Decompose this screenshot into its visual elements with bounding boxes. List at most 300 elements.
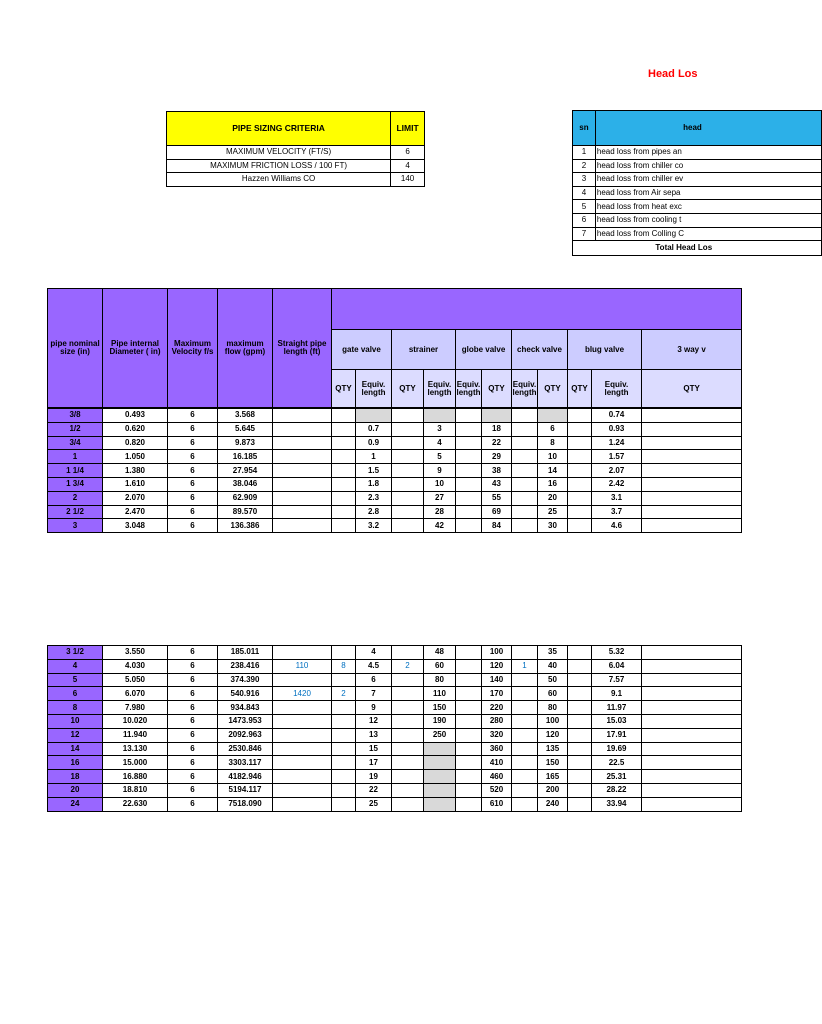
cell-blug-equiv[interactable]: 0.74 xyxy=(592,408,642,422)
cell-strainer-equiv[interactable] xyxy=(424,770,456,784)
cell-length[interactable] xyxy=(273,770,332,784)
cell-gate-equiv[interactable]: 1.8 xyxy=(356,477,392,491)
cell-check-equiv[interactable]: 120 xyxy=(538,728,568,742)
cell-blug-qty[interactable] xyxy=(568,646,592,660)
cell-blug-qty[interactable] xyxy=(568,797,592,811)
cell-globe-qty[interactable] xyxy=(456,797,482,811)
cell-blug-equiv[interactable]: 15.03 xyxy=(592,714,642,728)
cell-globe-qty[interactable] xyxy=(456,742,482,756)
headloss-sn[interactable]: 1 xyxy=(573,146,596,160)
cell-length[interactable] xyxy=(273,646,332,660)
cell-strainer-equiv[interactable]: 4 xyxy=(424,436,456,450)
cell-size[interactable]: 8 xyxy=(48,701,103,715)
cell-strainer-equiv[interactable]: 150 xyxy=(424,701,456,715)
cell-blug-qty[interactable] xyxy=(568,701,592,715)
cell-check-qty[interactable] xyxy=(512,519,538,533)
cell-length[interactable]: 1420 xyxy=(273,687,332,701)
cell-size[interactable]: 12 xyxy=(48,728,103,742)
cell-globe-qty[interactable] xyxy=(456,491,482,505)
cell-check-equiv[interactable]: 150 xyxy=(538,756,568,770)
cell-size[interactable]: 3 1/2 xyxy=(48,646,103,660)
cell-flow[interactable]: 62.909 xyxy=(218,491,273,505)
criteria-label[interactable]: MAXIMUM FRICTION LOSS / 100 FT) xyxy=(167,159,391,173)
cell-length[interactable] xyxy=(273,491,332,505)
cell-gate-qty[interactable] xyxy=(332,491,356,505)
cell-check-qty[interactable] xyxy=(512,464,538,478)
cell-globe-qty[interactable] xyxy=(456,687,482,701)
cell-internal-diameter[interactable]: 22.630 xyxy=(103,797,168,811)
cell-length[interactable] xyxy=(273,464,332,478)
cell-velocity[interactable]: 6 xyxy=(168,714,218,728)
cell-velocity[interactable]: 6 xyxy=(168,450,218,464)
cell-gate-qty[interactable] xyxy=(332,673,356,687)
cell-globe-equiv[interactable]: 520 xyxy=(482,783,512,797)
cell-strainer-qty[interactable] xyxy=(392,742,424,756)
cell-blug-qty[interactable] xyxy=(568,408,592,422)
cell-blug-equiv[interactable]: 2.42 xyxy=(592,477,642,491)
cell-internal-diameter[interactable]: 1.610 xyxy=(103,477,168,491)
cell-gate-equiv[interactable]: 1 xyxy=(356,450,392,464)
headloss-desc[interactable]: head loss from chiller co xyxy=(595,159,821,173)
cell-velocity[interactable]: 6 xyxy=(168,646,218,660)
cell-blug-qty[interactable] xyxy=(568,673,592,687)
cell-three-way-qty[interactable] xyxy=(642,505,742,519)
cell-length[interactable] xyxy=(273,477,332,491)
cell-flow[interactable]: 2530.846 xyxy=(218,742,273,756)
cell-flow[interactable]: 185.011 xyxy=(218,646,273,660)
cell-strainer-equiv[interactable]: 110 xyxy=(424,687,456,701)
cell-three-way-qty[interactable] xyxy=(642,477,742,491)
cell-gate-equiv[interactable]: 0.7 xyxy=(356,422,392,436)
cell-globe-qty[interactable] xyxy=(456,646,482,660)
cell-gate-equiv[interactable]: 15 xyxy=(356,742,392,756)
cell-internal-diameter[interactable]: 15.000 xyxy=(103,756,168,770)
cell-three-way-qty[interactable] xyxy=(642,408,742,422)
cell-strainer-qty[interactable] xyxy=(392,491,424,505)
cell-blug-qty[interactable] xyxy=(568,491,592,505)
cell-check-equiv[interactable]: 240 xyxy=(538,797,568,811)
cell-internal-diameter[interactable]: 10.020 xyxy=(103,714,168,728)
cell-internal-diameter[interactable]: 18.810 xyxy=(103,783,168,797)
cell-three-way-qty[interactable] xyxy=(642,436,742,450)
cell-gate-equiv[interactable]: 7 xyxy=(356,687,392,701)
criteria-label[interactable]: Hazzen Williams CO xyxy=(167,173,391,187)
cell-globe-qty[interactable] xyxy=(456,701,482,715)
cell-length[interactable] xyxy=(273,783,332,797)
cell-globe-qty[interactable] xyxy=(456,770,482,784)
cell-flow[interactable]: 1473.953 xyxy=(218,714,273,728)
cell-strainer-equiv[interactable] xyxy=(424,756,456,770)
cell-internal-diameter[interactable]: 2.070 xyxy=(103,491,168,505)
cell-gate-equiv[interactable]: 2.3 xyxy=(356,491,392,505)
cell-strainer-qty[interactable] xyxy=(392,464,424,478)
cell-internal-diameter[interactable]: 6.070 xyxy=(103,687,168,701)
cell-flow[interactable]: 9.873 xyxy=(218,436,273,450)
cell-globe-qty[interactable] xyxy=(456,714,482,728)
cell-globe-equiv[interactable]: 29 xyxy=(482,450,512,464)
cell-blug-equiv[interactable]: 1.24 xyxy=(592,436,642,450)
cell-check-qty[interactable] xyxy=(512,770,538,784)
cell-size[interactable]: 3 xyxy=(48,519,103,533)
criteria-value[interactable]: 4 xyxy=(391,159,425,173)
cell-blug-equiv[interactable]: 4.6 xyxy=(592,519,642,533)
cell-length[interactable] xyxy=(273,408,332,422)
cell-check-qty[interactable] xyxy=(512,783,538,797)
cell-check-equiv[interactable]: 200 xyxy=(538,783,568,797)
cell-check-qty[interactable] xyxy=(512,477,538,491)
cell-velocity[interactable]: 6 xyxy=(168,491,218,505)
cell-blug-equiv[interactable]: 33.94 xyxy=(592,797,642,811)
cell-velocity[interactable]: 6 xyxy=(168,477,218,491)
cell-gate-equiv[interactable] xyxy=(356,408,392,422)
cell-velocity[interactable]: 6 xyxy=(168,728,218,742)
cell-check-equiv[interactable]: 100 xyxy=(538,714,568,728)
cell-length[interactable] xyxy=(273,728,332,742)
cell-length[interactable] xyxy=(273,505,332,519)
cell-blug-equiv[interactable]: 2.07 xyxy=(592,464,642,478)
cell-blug-qty[interactable] xyxy=(568,659,592,673)
cell-blug-qty[interactable] xyxy=(568,714,592,728)
cell-strainer-qty[interactable] xyxy=(392,422,424,436)
cell-blug-equiv[interactable]: 3.7 xyxy=(592,505,642,519)
cell-flow[interactable]: 238.416 xyxy=(218,659,273,673)
cell-check-equiv[interactable]: 16 xyxy=(538,477,568,491)
cell-check-equiv[interactable]: 14 xyxy=(538,464,568,478)
cell-globe-qty[interactable] xyxy=(456,464,482,478)
cell-strainer-qty[interactable] xyxy=(392,477,424,491)
headloss-sn[interactable]: 3 xyxy=(573,173,596,187)
cell-length[interactable] xyxy=(273,673,332,687)
cell-globe-qty[interactable] xyxy=(456,756,482,770)
cell-globe-equiv[interactable]: 55 xyxy=(482,491,512,505)
cell-blug-qty[interactable] xyxy=(568,756,592,770)
cell-check-qty[interactable] xyxy=(512,756,538,770)
cell-strainer-equiv[interactable]: 27 xyxy=(424,491,456,505)
cell-three-way-qty[interactable] xyxy=(642,673,742,687)
cell-internal-diameter[interactable]: 1.050 xyxy=(103,450,168,464)
cell-globe-equiv[interactable]: 43 xyxy=(482,477,512,491)
cell-size[interactable]: 16 xyxy=(48,756,103,770)
headloss-desc[interactable]: head loss from cooling t xyxy=(595,213,821,227)
cell-globe-equiv[interactable]: 84 xyxy=(482,519,512,533)
cell-check-qty[interactable]: 1 xyxy=(512,659,538,673)
cell-gate-equiv[interactable]: 4 xyxy=(356,646,392,660)
headloss-sn[interactable]: 6 xyxy=(573,213,596,227)
cell-gate-qty[interactable] xyxy=(332,714,356,728)
cell-gate-equiv[interactable]: 13 xyxy=(356,728,392,742)
cell-flow[interactable]: 4182.946 xyxy=(218,770,273,784)
cell-size[interactable]: 2 xyxy=(48,491,103,505)
cell-gate-qty[interactable] xyxy=(332,464,356,478)
cell-blug-qty[interactable] xyxy=(568,436,592,450)
cell-gate-equiv[interactable]: 19 xyxy=(356,770,392,784)
cell-gate-qty[interactable] xyxy=(332,728,356,742)
cell-strainer-qty[interactable] xyxy=(392,783,424,797)
cell-gate-equiv[interactable]: 3.2 xyxy=(356,519,392,533)
cell-check-equiv[interactable]: 165 xyxy=(538,770,568,784)
cell-globe-qty[interactable] xyxy=(456,728,482,742)
cell-check-qty[interactable] xyxy=(512,687,538,701)
cell-velocity[interactable]: 6 xyxy=(168,505,218,519)
cell-strainer-qty[interactable] xyxy=(392,436,424,450)
cell-check-equiv[interactable]: 80 xyxy=(538,701,568,715)
cell-globe-equiv[interactable]: 22 xyxy=(482,436,512,450)
cell-blug-qty[interactable] xyxy=(568,783,592,797)
cell-globe-qty[interactable] xyxy=(456,505,482,519)
cell-globe-equiv[interactable]: 410 xyxy=(482,756,512,770)
cell-length[interactable] xyxy=(273,519,332,533)
cell-gate-qty[interactable] xyxy=(332,519,356,533)
cell-strainer-equiv[interactable] xyxy=(424,742,456,756)
cell-internal-diameter[interactable]: 2.470 xyxy=(103,505,168,519)
cell-check-qty[interactable] xyxy=(512,646,538,660)
cell-velocity[interactable]: 6 xyxy=(168,519,218,533)
cell-check-equiv[interactable]: 6 xyxy=(538,422,568,436)
cell-strainer-qty[interactable] xyxy=(392,505,424,519)
cell-check-equiv[interactable]: 20 xyxy=(538,491,568,505)
cell-size[interactable]: 4 xyxy=(48,659,103,673)
cell-blug-equiv[interactable]: 11.97 xyxy=(592,701,642,715)
cell-globe-equiv[interactable]: 38 xyxy=(482,464,512,478)
criteria-value[interactable]: 140 xyxy=(391,173,425,187)
cell-check-equiv[interactable]: 35 xyxy=(538,646,568,660)
cell-strainer-qty[interactable] xyxy=(392,673,424,687)
cell-gate-equiv[interactable]: 4.5 xyxy=(356,659,392,673)
cell-strainer-equiv[interactable] xyxy=(424,783,456,797)
cell-three-way-qty[interactable] xyxy=(642,464,742,478)
cell-internal-diameter[interactable]: 4.030 xyxy=(103,659,168,673)
cell-three-way-qty[interactable] xyxy=(642,422,742,436)
cell-size[interactable]: 3/4 xyxy=(48,436,103,450)
cell-check-equiv[interactable]: 40 xyxy=(538,659,568,673)
cell-size[interactable]: 14 xyxy=(48,742,103,756)
cell-size[interactable]: 24 xyxy=(48,797,103,811)
headloss-sn[interactable]: 2 xyxy=(573,159,596,173)
cell-internal-diameter[interactable]: 0.620 xyxy=(103,422,168,436)
cell-globe-equiv[interactable]: 120 xyxy=(482,659,512,673)
cell-blug-equiv[interactable]: 17.91 xyxy=(592,728,642,742)
cell-velocity[interactable]: 6 xyxy=(168,408,218,422)
cell-check-equiv[interactable]: 50 xyxy=(538,673,568,687)
cell-globe-qty[interactable] xyxy=(456,436,482,450)
cell-strainer-qty[interactable] xyxy=(392,756,424,770)
cell-gate-qty[interactable] xyxy=(332,436,356,450)
cell-check-qty[interactable] xyxy=(512,408,538,422)
cell-gate-qty[interactable] xyxy=(332,742,356,756)
cell-globe-equiv[interactable]: 280 xyxy=(482,714,512,728)
cell-three-way-qty[interactable] xyxy=(642,770,742,784)
cell-check-equiv[interactable]: 10 xyxy=(538,450,568,464)
cell-velocity[interactable]: 6 xyxy=(168,464,218,478)
cell-strainer-equiv[interactable] xyxy=(424,408,456,422)
cell-blug-equiv[interactable]: 6.04 xyxy=(592,659,642,673)
cell-blug-qty[interactable] xyxy=(568,464,592,478)
cell-gate-qty[interactable] xyxy=(332,505,356,519)
cell-check-qty[interactable] xyxy=(512,422,538,436)
cell-blug-qty[interactable] xyxy=(568,422,592,436)
cell-blug-equiv[interactable]: 22.5 xyxy=(592,756,642,770)
cell-flow[interactable]: 374.390 xyxy=(218,673,273,687)
cell-gate-equiv[interactable]: 22 xyxy=(356,783,392,797)
cell-blug-qty[interactable] xyxy=(568,742,592,756)
cell-gate-qty[interactable] xyxy=(332,408,356,422)
cell-flow[interactable]: 89.570 xyxy=(218,505,273,519)
cell-three-way-qty[interactable] xyxy=(642,659,742,673)
cell-globe-equiv[interactable]: 170 xyxy=(482,687,512,701)
cell-velocity[interactable]: 6 xyxy=(168,783,218,797)
cell-check-qty[interactable] xyxy=(512,450,538,464)
cell-blug-qty[interactable] xyxy=(568,519,592,533)
cell-globe-equiv[interactable]: 320 xyxy=(482,728,512,742)
cell-size[interactable]: 2 1/2 xyxy=(48,505,103,519)
cell-strainer-qty[interactable] xyxy=(392,646,424,660)
cell-blug-qty[interactable] xyxy=(568,728,592,742)
cell-globe-equiv[interactable]: 610 xyxy=(482,797,512,811)
cell-flow[interactable]: 2092.963 xyxy=(218,728,273,742)
cell-length[interactable] xyxy=(273,422,332,436)
cell-blug-equiv[interactable]: 7.57 xyxy=(592,673,642,687)
cell-flow[interactable]: 38.046 xyxy=(218,477,273,491)
cell-three-way-qty[interactable] xyxy=(642,687,742,701)
cell-velocity[interactable]: 6 xyxy=(168,742,218,756)
cell-gate-qty[interactable] xyxy=(332,783,356,797)
cell-strainer-qty[interactable] xyxy=(392,714,424,728)
cell-gate-qty[interactable] xyxy=(332,422,356,436)
cell-flow[interactable]: 934.843 xyxy=(218,701,273,715)
cell-gate-qty[interactable]: 8 xyxy=(332,659,356,673)
cell-internal-diameter[interactable]: 16.880 xyxy=(103,770,168,784)
cell-length[interactable] xyxy=(273,756,332,770)
cell-length[interactable] xyxy=(273,436,332,450)
cell-length[interactable]: 110 xyxy=(273,659,332,673)
cell-gate-equiv[interactable]: 6 xyxy=(356,673,392,687)
cell-three-way-qty[interactable] xyxy=(642,519,742,533)
cell-blug-equiv[interactable]: 28.22 xyxy=(592,783,642,797)
cell-size[interactable]: 1 xyxy=(48,450,103,464)
cell-globe-equiv[interactable]: 460 xyxy=(482,770,512,784)
cell-blug-qty[interactable] xyxy=(568,505,592,519)
cell-strainer-qty[interactable] xyxy=(392,797,424,811)
cell-size[interactable]: 6 xyxy=(48,687,103,701)
cell-globe-qty[interactable] xyxy=(456,659,482,673)
cell-internal-diameter[interactable]: 11.940 xyxy=(103,728,168,742)
cell-three-way-qty[interactable] xyxy=(642,450,742,464)
cell-internal-diameter[interactable]: 13.130 xyxy=(103,742,168,756)
cell-globe-equiv[interactable]: 100 xyxy=(482,646,512,660)
cell-internal-diameter[interactable]: 0.493 xyxy=(103,408,168,422)
cell-blug-equiv[interactable]: 19.69 xyxy=(592,742,642,756)
cell-length[interactable] xyxy=(273,742,332,756)
cell-flow[interactable]: 540.916 xyxy=(218,687,273,701)
cell-velocity[interactable]: 6 xyxy=(168,770,218,784)
cell-globe-equiv[interactable] xyxy=(482,408,512,422)
cell-check-equiv[interactable]: 30 xyxy=(538,519,568,533)
cell-size[interactable]: 18 xyxy=(48,770,103,784)
cell-size[interactable]: 5 xyxy=(48,673,103,687)
cell-velocity[interactable]: 6 xyxy=(168,422,218,436)
cell-strainer-equiv[interactable]: 28 xyxy=(424,505,456,519)
cell-strainer-qty[interactable] xyxy=(392,408,424,422)
cell-three-way-qty[interactable] xyxy=(642,797,742,811)
cell-blug-equiv[interactable]: 1.57 xyxy=(592,450,642,464)
cell-check-qty[interactable] xyxy=(512,701,538,715)
cell-blug-equiv[interactable]: 9.1 xyxy=(592,687,642,701)
cell-internal-diameter[interactable]: 7.980 xyxy=(103,701,168,715)
cell-flow[interactable]: 27.954 xyxy=(218,464,273,478)
cell-velocity[interactable]: 6 xyxy=(168,701,218,715)
cell-length[interactable] xyxy=(273,701,332,715)
cell-globe-qty[interactable] xyxy=(456,477,482,491)
cell-check-qty[interactable] xyxy=(512,436,538,450)
cell-size[interactable]: 3/8 xyxy=(48,408,103,422)
cell-gate-equiv[interactable]: 9 xyxy=(356,701,392,715)
cell-three-way-qty[interactable] xyxy=(642,783,742,797)
cell-three-way-qty[interactable] xyxy=(642,756,742,770)
cell-velocity[interactable]: 6 xyxy=(168,687,218,701)
cell-gate-equiv[interactable]: 17 xyxy=(356,756,392,770)
cell-globe-equiv[interactable]: 220 xyxy=(482,701,512,715)
cell-strainer-qty[interactable] xyxy=(392,519,424,533)
cell-flow[interactable]: 3303.117 xyxy=(218,756,273,770)
cell-check-equiv[interactable] xyxy=(538,408,568,422)
cell-strainer-equiv[interactable]: 60 xyxy=(424,659,456,673)
cell-gate-equiv[interactable]: 1.5 xyxy=(356,464,392,478)
headloss-sn[interactable]: 5 xyxy=(573,200,596,214)
cell-blug-equiv[interactable]: 3.1 xyxy=(592,491,642,505)
headloss-sn[interactable]: 4 xyxy=(573,186,596,200)
cell-strainer-equiv[interactable]: 42 xyxy=(424,519,456,533)
cell-check-equiv[interactable]: 135 xyxy=(538,742,568,756)
cell-strainer-equiv[interactable] xyxy=(424,797,456,811)
cell-gate-equiv[interactable]: 0.9 xyxy=(356,436,392,450)
cell-length[interactable] xyxy=(273,797,332,811)
cell-gate-equiv[interactable]: 25 xyxy=(356,797,392,811)
cell-length[interactable] xyxy=(273,450,332,464)
cell-flow[interactable]: 3.568 xyxy=(218,408,273,422)
cell-blug-qty[interactable] xyxy=(568,450,592,464)
cell-size[interactable]: 10 xyxy=(48,714,103,728)
cell-size[interactable]: 1 3/4 xyxy=(48,477,103,491)
cell-globe-qty[interactable] xyxy=(456,422,482,436)
cell-gate-qty[interactable] xyxy=(332,756,356,770)
cell-velocity[interactable]: 6 xyxy=(168,673,218,687)
cell-velocity[interactable]: 6 xyxy=(168,756,218,770)
cell-strainer-equiv[interactable]: 250 xyxy=(424,728,456,742)
cell-check-qty[interactable] xyxy=(512,728,538,742)
cell-globe-qty[interactable] xyxy=(456,783,482,797)
cell-gate-qty[interactable] xyxy=(332,701,356,715)
cell-strainer-qty[interactable] xyxy=(392,687,424,701)
cell-blug-qty[interactable] xyxy=(568,477,592,491)
cell-size[interactable]: 1 1/4 xyxy=(48,464,103,478)
cell-flow[interactable]: 5.645 xyxy=(218,422,273,436)
cell-internal-diameter[interactable]: 0.820 xyxy=(103,436,168,450)
cell-flow[interactable]: 136.386 xyxy=(218,519,273,533)
cell-strainer-qty[interactable] xyxy=(392,728,424,742)
cell-strainer-qty[interactable] xyxy=(392,450,424,464)
headloss-desc[interactable]: head loss from Colling C xyxy=(595,227,821,241)
cell-strainer-qty[interactable] xyxy=(392,770,424,784)
cell-check-qty[interactable] xyxy=(512,505,538,519)
cell-globe-qty[interactable] xyxy=(456,408,482,422)
cell-gate-qty[interactable] xyxy=(332,477,356,491)
cell-size[interactable]: 20 xyxy=(48,783,103,797)
cell-three-way-qty[interactable] xyxy=(642,714,742,728)
cell-strainer-equiv[interactable]: 5 xyxy=(424,450,456,464)
cell-check-qty[interactable] xyxy=(512,714,538,728)
cell-globe-qty[interactable] xyxy=(456,519,482,533)
cell-internal-diameter[interactable]: 3.550 xyxy=(103,646,168,660)
